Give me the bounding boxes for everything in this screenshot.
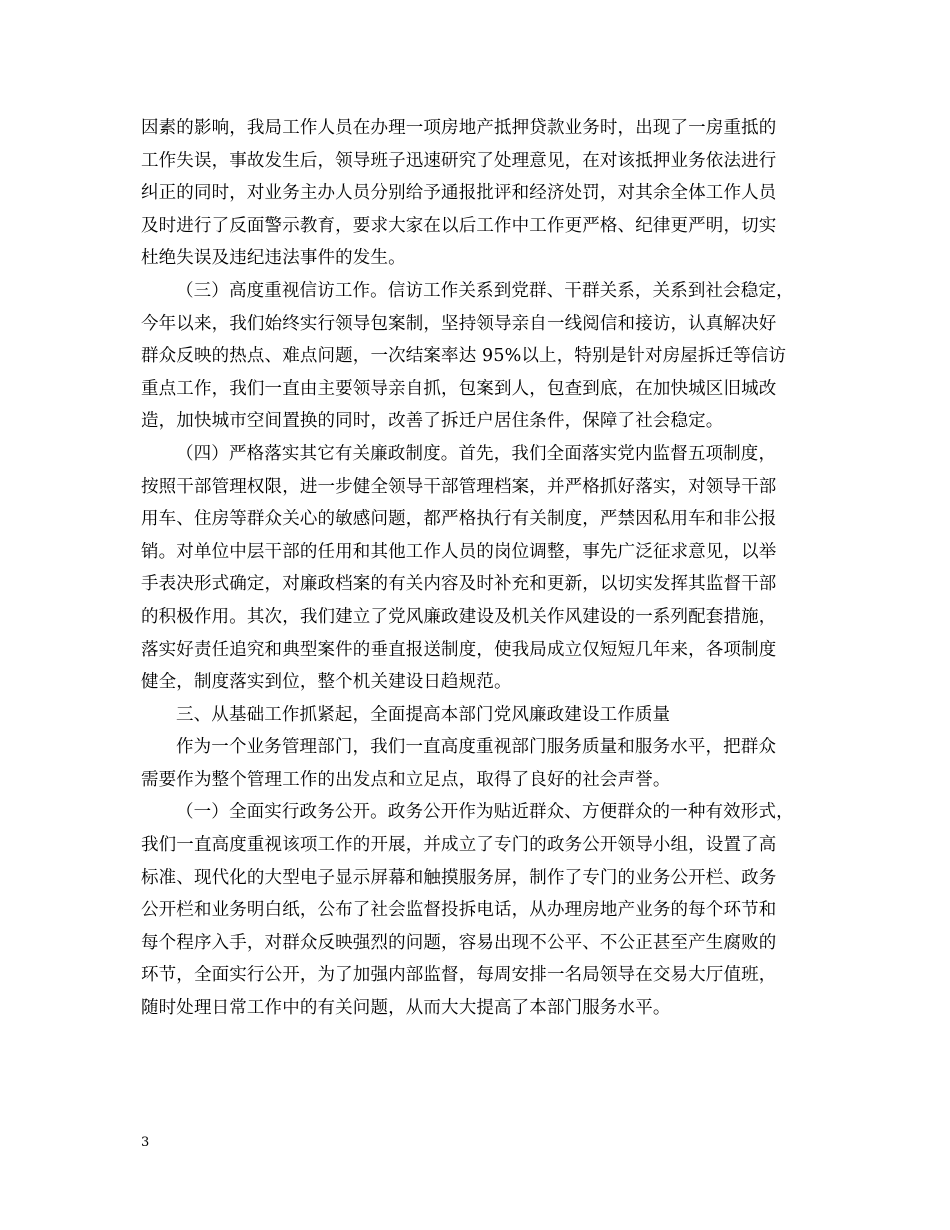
text-line: 健全，制度落实到位，整个机关建设日趋规范。 [141,672,512,693]
text-line: （一）全面实行政务公开。政务公开作为贴近群众、方便群众的一种有效形式， [176,802,794,823]
text-line: 需要作为整个管理工作的出发点和立足点，取得了良好的社会声誉。 [141,769,671,790]
text-line: （三）高度重视信访工作。信访工作关系到党群、干群关系，关系到社会稳定， [176,280,794,301]
text-line: 公开栏和业务明白纸，公布了社会监督投拆电话，从办理房地产业务的每个环节和 [141,900,777,921]
text-line: 手表决形式确定，对廉政档案的有关内容及时补充和更新，以切实发挥其监督干部 [141,574,777,595]
text-line: 作为一个业务管理部门，我们一直高度重视部门服务质量和服务水平，把群众 [176,737,777,758]
text-line: 用车、住房等群众关心的敏感问题，都严格执行有关制度，严禁因私用车和非公报 [141,509,777,530]
text-line: 落实好责任追究和典型案件的垂直报送制度，使我局成立仅短短几年来，各项制度 [141,639,777,660]
text-line: 纠正的同时，对业务主办人员分别给予通报批评和经济处罚，对其余全体工作人员 [141,183,777,204]
text-line: 标准、现代化的大型电子显示屏幕和触摸服务屏，制作了专门的业务公开栏、政务 [141,867,777,888]
text-line: 的积极作用。其次，我们建立了党风廉政建设及机关作风建设的一系列配套措施， [141,606,777,627]
text-line: 每个程序入手，对群众反映强烈的问题，容易出现不公平、不公正甚至产生腐败的 [141,932,777,953]
text-line: （四）严格落实其它有关廉政制度。首先，我们全面落实党内监督五项制度， [176,443,777,464]
text-line: 工作失误，事故发生后，领导班子迅速研究了处理意见，在对该抵押业务依法进行 [141,150,777,171]
text-line: 造，加快城市空间置换的同时，改善了拆迁户居住条件，保障了社会稳定。 [141,411,724,432]
section-heading: 三、从基础工作抓紧起，全面提高本部门党风廉政建设工作质量 [176,704,671,725]
text-line: 重点工作，我们一直由主要领导亲自抓，包案到人，包查到底，在加快城区旧城改 [141,378,777,399]
text-line: 随时处理日常工作中的有关问题，从而大大提高了本部门服务水平。 [141,998,671,1019]
text-line: 销。对单位中层干部的任用和其他工作人员的岗位调整，事先广泛征求意见，以举 [141,541,777,562]
text-line: 我们一直高度重视该项工作的开展，并成立了专门的政务公开领导小组，设置了高 [141,835,777,856]
text-line: 杜绝失误及违纪违法事件的发生。 [141,248,406,269]
document-body [141,112,813,1025]
text-line: 及时进行了反面警示教育，要求大家在以后工作中工作更严格、纪律更严明，切实 [141,215,777,236]
text-line: 因素的影响，我局工作人员在办理一项房地产抵押贷款业务时，出现了一房重抵的 [141,118,777,138]
page-number: 3 [141,1135,150,1150]
text-line: 群众反映的热点、难点问题，一次结案率达 95%以上，特别是针对房屋拆迁等信访 [141,346,787,367]
text-line: 环节，全面实行公开，为了加强内部监督，每周安排一名局领导在交易大厅值班， [141,965,777,986]
text-line: 今年以来，我们始终实行领导包案制，坚持领导亲自一线阅信和接访，认真解决好 [141,313,777,334]
text-line: 按照干部管理权限，进一步健全领导干部管理档案，并严格抓好落实，对领导干部 [141,476,777,497]
